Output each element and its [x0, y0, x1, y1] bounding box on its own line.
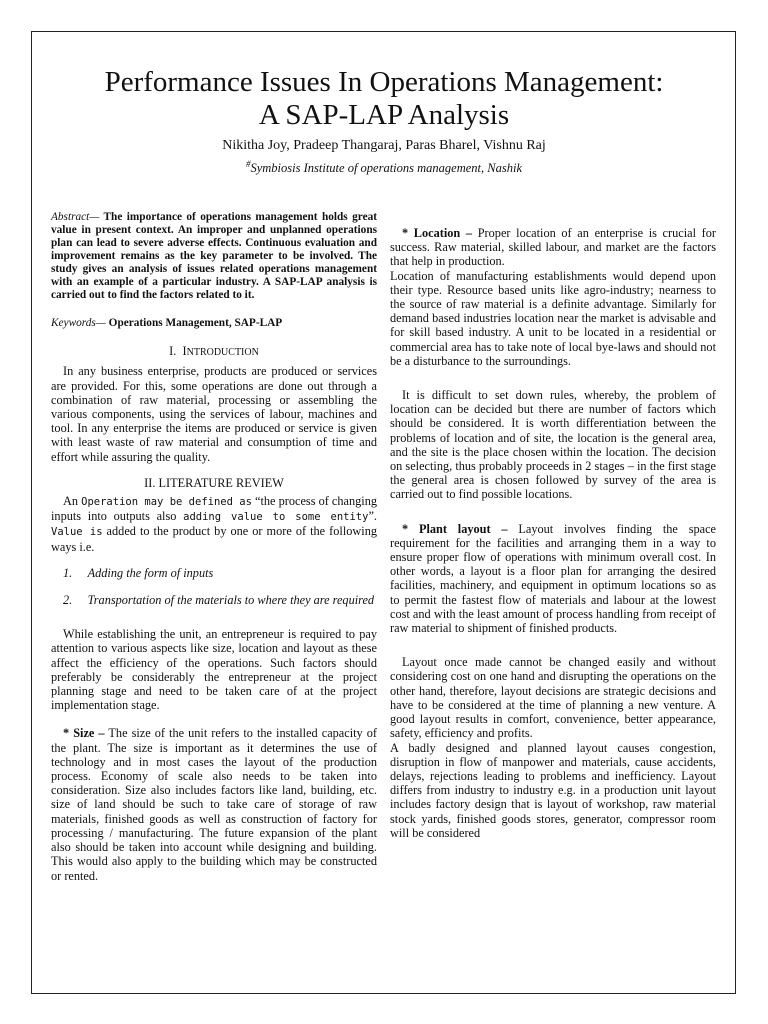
left-column — [51, 211, 377, 883]
location-heading: * Location – — [402, 226, 473, 240]
section-heading-introduction — [51, 344, 377, 360]
location-paragraph-3: It is difficult to set down rules, whereby, the problem of location can be decided but there are number of factors which should be considered. It is worth differentiation between the problems of location and of site, the location is the general area, and the site is the place chosen within the location. The decision on selecting, thus probably proceeds in 2 stages – in the first stage the general area is chosen followed by survey of the area is carried out to find possible locations. — [390, 388, 716, 502]
list-text: Adding the form of inputs — [87, 565, 214, 580]
list-text: Transportation of the materials to where they are required — [87, 593, 375, 608]
lit-text-d: added to the product by one or more of the following ways i.e. — [51, 524, 377, 554]
lit-term-3: Value is — [51, 526, 103, 539]
keywords — [51, 316, 377, 330]
section-heading-literature: II. LITERATURE REVIEW — [144, 475, 284, 490]
affiliation-mark: # — [245, 159, 251, 169]
size-text: The size of the unit refers to the installed capacity of the plant. The size is important as it determines the use of technology and in most cases the layout of the production process. Economy of scale also needs to be taken into consideration. Size also includes factors like land, building, etc. size of land should be such to take care of storage of raw materials, finished goods as well as construction of factory for processing / manufacturing. The future expansion of the plant also should be taken into account while designing and building. This would also apply to the building which may be constructed or rented. — [51, 726, 377, 883]
keywords-text: Operations Management, SAP-LAP — [105, 317, 283, 329]
layout-paragraph-2: Layout once made cannot be changed easily and without considering cost on one hand and disrupting the operations on the other hand, therefore, layout decisions are strategic decisions and have to be considered at the time of planning a new venture. A good layout results in comfort, convenience, better appearance, safety, efficiency and profits. — [390, 655, 716, 741]
list-number: 2. — [63, 593, 73, 608]
layout-paragraph-3: A badly designed and planned layout causes congestion, disruption in flow of manpower and materials, cause accidents, delays, rejections leading to problems and inefficiency. Layout differs from industry to industry e.g. in a production unit layout includes factory design that is layout of workshop, raw material stock yards, finished goods stores, generator, compressor room will be considered — [390, 740, 716, 840]
title-line-1: Performance Issues In Operations Management: — [104, 66, 664, 98]
affiliation — [0, 159, 768, 176]
heading-initial: I — [182, 344, 187, 359]
location-paragraph-2: Location of manufacturing establishments would depend upon their type. Resource based units like agro-industry; nearness to the source of raw material is a definite advantage. Similarly for demand based industries location near the market is advisable and for skill based industry. A unit to be located in a residential or commercial area has to take note of local bye-laws and should not be a disturbance to the surroundings. — [390, 268, 716, 368]
abstract — [51, 211, 377, 302]
lit-text-a: An — [63, 494, 82, 509]
plant-layout-text: Layout involves finding the space requirement for the facilities and arranging them in a way to ensure proper flow of operations with minimum overall cost. In other words, a layout is a floor plan for arranging the desired facilities, machinery, and equipment in optimum locations so as to permit the fastest flow of materials and labour at the lowest cost and with the least amount of process handling from receipt of raw material to shipment of finished products. — [390, 521, 716, 636]
keywords-label: Keywords— — [51, 317, 106, 329]
title-line-2: A SAP-LAP Analysis — [258, 99, 510, 131]
list-item — [51, 593, 377, 607]
plant-layout-paragraph — [390, 522, 716, 636]
list-item — [51, 566, 377, 580]
lit-text-c: ”. — [368, 509, 377, 524]
paper-title — [0, 66, 768, 132]
location-text: Proper location of an enterprise is crucial for success. Raw material, skilled labour, and market are the factors that help in production. — [390, 226, 716, 269]
abstract-text: The importance of operations management holds great value in present context. An improper and unplanned operations plan can lead to severe adverse effects. Continuous evaluation and improvement remains as the key parameter to be involved. The study gives an analysis of issues related operations management with an example of a particular industry. A SAP-LAP analysis is carried out to find the factors related to it. — [51, 211, 377, 301]
right-column — [390, 226, 716, 840]
intro-paragraph: In any business enterprise, products are produced or services are provided. For this, some operations are done out through a combination of raw material, processing or assembling the various components, using the services of labour, machines and tool. In any enterprise the items are produced or service is given with least waste of raw material and consumption of time and effort while assuring the quality. — [51, 364, 377, 464]
author-list: Nikitha Joy, Pradeep Thangaraj, Paras Bharel, Vishnu Raj — [222, 138, 546, 153]
list-number: 1. — [63, 565, 73, 580]
lit-paragraph-1 — [51, 494, 377, 554]
affiliation-text: Symbiosis Institute of operations management, Nashik — [250, 161, 522, 176]
lit-term-1: Operation may be defined as — [81, 496, 252, 509]
lit-paragraph-2: While establishing the unit, an entrepreneur is required to pay attention to various aspects like size, location and layout as these affect the efficiency of the operations. Such factors should preferably be considerably the entrepreneur at the project planning stage and need to be taken care of at the project implementation stage. — [51, 627, 377, 713]
location-paragraph — [390, 226, 716, 269]
abstract-label: Abstract— — [51, 211, 100, 223]
section-number: I. — [169, 344, 177, 359]
lit-text-b: “the process of changing inputs into outputs also — [51, 494, 377, 524]
heading-rest: NTRODUCTION — [186, 347, 259, 359]
plant-layout-heading: * Plant layout – — [402, 521, 508, 536]
size-heading: * Size – — [63, 726, 105, 741]
lit-term-2: adding value to some entity — [183, 511, 369, 524]
size-paragraph — [51, 726, 377, 882]
